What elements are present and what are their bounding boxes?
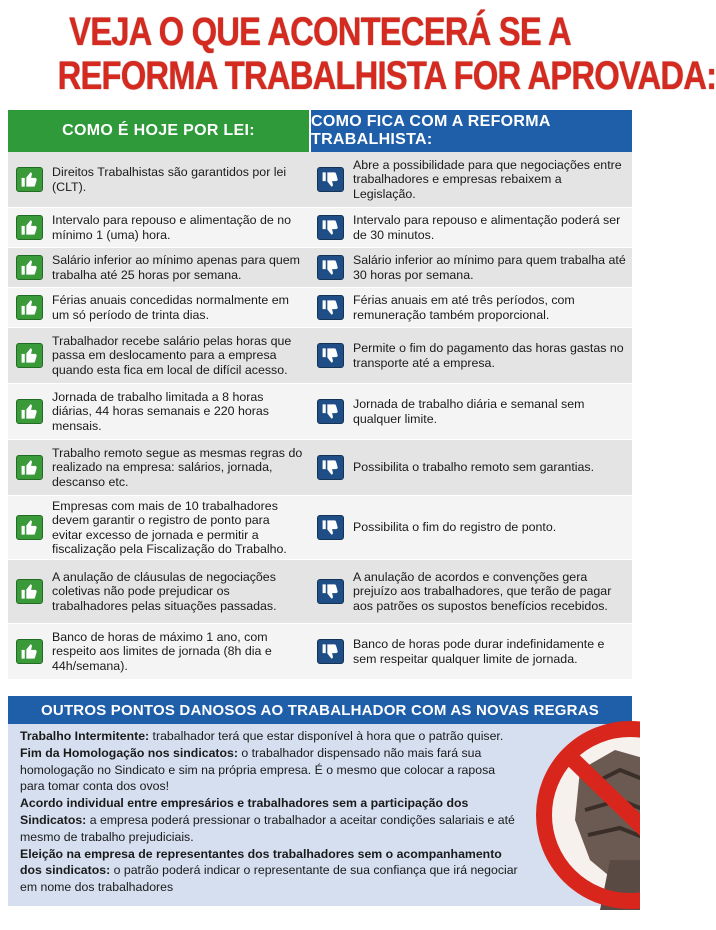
table-row (8, 624, 632, 680)
other-point-text: o trabalhador dispensado não mais fará sua homologação no Sindicato e sim na própria empresa. É o mesmo que colocar a raposa para tomar conta dos ovos! (20, 745, 496, 794)
thumbs-up-icon (16, 295, 43, 320)
reform-cell (309, 328, 632, 383)
headline-line-1: VEJA O QUE ACONTECERÁ SE A (69, 10, 571, 54)
table-row (8, 328, 632, 384)
reform-cell (309, 288, 632, 327)
other-point-text: o patrão poderá indicar o representante de sua confiança que irá negociar em nome dos trabalhadores (20, 863, 518, 895)
today-text: Férias anuais concedidas normalmente em um só período de trinta dias. (52, 293, 289, 322)
today-text: Direitos Trabalhistas são garantidos por lei (CLT). (52, 165, 287, 194)
thumbs-up-icon (16, 399, 43, 424)
reform-text: Possibilita o trabalho remoto sem garantias. (353, 460, 595, 475)
other-point-item (20, 846, 518, 896)
table-row (8, 560, 632, 624)
today-cell (8, 152, 309, 207)
other-point-title: Eleição na empresa de representantes dos trabalhadores sem o acompanhamento dos sindicatos: (20, 846, 502, 878)
prohibited-fist-icon (520, 710, 650, 930)
today-cell (8, 440, 309, 495)
other-point-item (20, 795, 518, 845)
thumbs-down-icon (317, 167, 344, 192)
reform-text: Intervalo para repouso e alimentação poderá ser de 30 minutos. (353, 213, 621, 242)
thumbs-down-icon (317, 639, 344, 664)
other-point-text: trabalhador terá que estar disponível à hora que o patrão quiser. (149, 729, 504, 743)
thumbs-up-icon (16, 579, 43, 604)
thumbs-down-icon (317, 399, 344, 424)
today-cell (8, 288, 309, 327)
today-cell (8, 496, 309, 559)
reform-cell (309, 248, 632, 287)
other-point-title: Fim da Homologação nos sindicatos: (20, 745, 238, 760)
other-point-item (20, 745, 518, 795)
today-cell (8, 384, 309, 439)
table-row (8, 384, 632, 440)
reform-text: Abre a possibilidade para que negociações entre trabalhadores e empresas rebaixem a Legislação. (353, 157, 622, 201)
thumbs-down-icon (317, 343, 344, 368)
reform-text: Jornada de trabalho diária e semanal sem qualquer limite. (353, 397, 585, 426)
thumbs-up-icon (16, 255, 43, 280)
reform-text: Banco de horas pode durar indefinidamente e sem respeitar qualquer limite de jornada. (353, 637, 605, 666)
table-row (8, 496, 632, 560)
today-text: Trabalhador recebe salário pelas horas que passa em deslocamento para a empresa quando esta fica em local de difícil acesso. (52, 333, 292, 377)
today-text: Jornada de trabalho limitada a 8 horas diárias, 44 horas semanais e 220 horas mensais. (52, 389, 269, 433)
other-point-title: Trabalho Intermitente: (20, 729, 150, 743)
thumbs-down-icon (317, 255, 344, 280)
thumbs-up-icon (16, 167, 43, 192)
column-header-reform: COMO FICA COM A REFORMA TRABALHISTA: (311, 110, 632, 152)
thumbs-down-icon (317, 295, 344, 320)
today-text: A anulação de cláusulas de negociações coletivas não pode prejudicar os trabalhadores pelas situações passadas. (52, 569, 277, 613)
today-cell (8, 560, 309, 623)
headline (57, 10, 716, 98)
reform-cell (309, 560, 632, 623)
thumbs-down-icon (317, 455, 344, 480)
thumbs-up-icon (16, 343, 43, 368)
today-cell (8, 248, 309, 287)
reform-text: A anulação de acordos e convenções gera prejuízo aos trabalhadores, que terão de pagar aos patrões os supostos benefícios recebidos. (353, 569, 612, 613)
comparison-table (8, 152, 632, 680)
today-text: Intervalo para repouso e alimentação de no mínimo 1 (uma) hora. (52, 213, 292, 242)
table-row (8, 208, 632, 248)
reform-cell (309, 384, 632, 439)
other-point-text: a empresa poderá pressionar o trabalhador a aceitar condições salariais e até mesmo de trabalho prejudiciais. (20, 812, 515, 844)
thumbs-down-icon (317, 579, 344, 604)
today-cell (8, 624, 309, 679)
other-point-title: Acordo individual entre empresários e trabalhadores sem a participação dos Sindicatos: (20, 796, 469, 827)
reform-text: Salário inferior ao mínimo para quem trabalha até 30 horas por semana. (353, 253, 626, 282)
table-row (8, 248, 632, 288)
reform-text: Férias anuais em até três períodos, com remuneração também proporcional. (353, 293, 575, 322)
today-text: Trabalho remoto segue as mesmas regras do realizado na empresa: salários, jornada, descanso etc. (52, 445, 303, 489)
reform-cell (309, 496, 632, 559)
headline-line-2: REFORMA TRABALHISTA FOR APROVADA: (57, 54, 716, 98)
reform-text: Possibilita o fim do registro de ponto. (353, 520, 557, 535)
other-points-list (8, 724, 528, 896)
reform-text: Permite o fim do pagamento das horas gastas no transporte até a empresa. (353, 341, 624, 370)
reform-cell (309, 440, 632, 495)
table-row (8, 152, 632, 208)
other-point-item (20, 728, 518, 745)
today-text: Empresas com mais de 10 trabalhadores devem garantir o registro de ponto para evitar excesso de jornada e permitir a fiscalização pela Fiscalização do Trabalho. (52, 498, 287, 556)
table-row (8, 440, 632, 496)
reform-cell (309, 152, 632, 207)
other-points-title: OUTROS PONTOS DANOSOS AO TRABALHADOR COM AS NOVAS REGRAS (8, 696, 632, 724)
today-text: Salário inferior ao mínimo apenas para quem trabalha até 25 horas por semana. (52, 253, 300, 282)
thumbs-up-icon (16, 515, 43, 540)
thumbs-up-icon (16, 455, 43, 480)
today-text: Banco de horas de máximo 1 ano, com respeito aos limites de jornada (8h dia e 44h/semana). (52, 629, 272, 673)
today-cell (8, 328, 309, 383)
table-row (8, 288, 632, 328)
reform-cell (309, 208, 632, 247)
thumbs-down-icon (317, 215, 344, 240)
thumbs-down-icon (317, 515, 344, 540)
thumbs-up-icon (16, 215, 43, 240)
thumbs-up-icon (16, 639, 43, 664)
reform-cell (309, 624, 632, 679)
column-header-today: COMO É HOJE POR LEI: (8, 110, 309, 152)
today-cell (8, 208, 309, 247)
